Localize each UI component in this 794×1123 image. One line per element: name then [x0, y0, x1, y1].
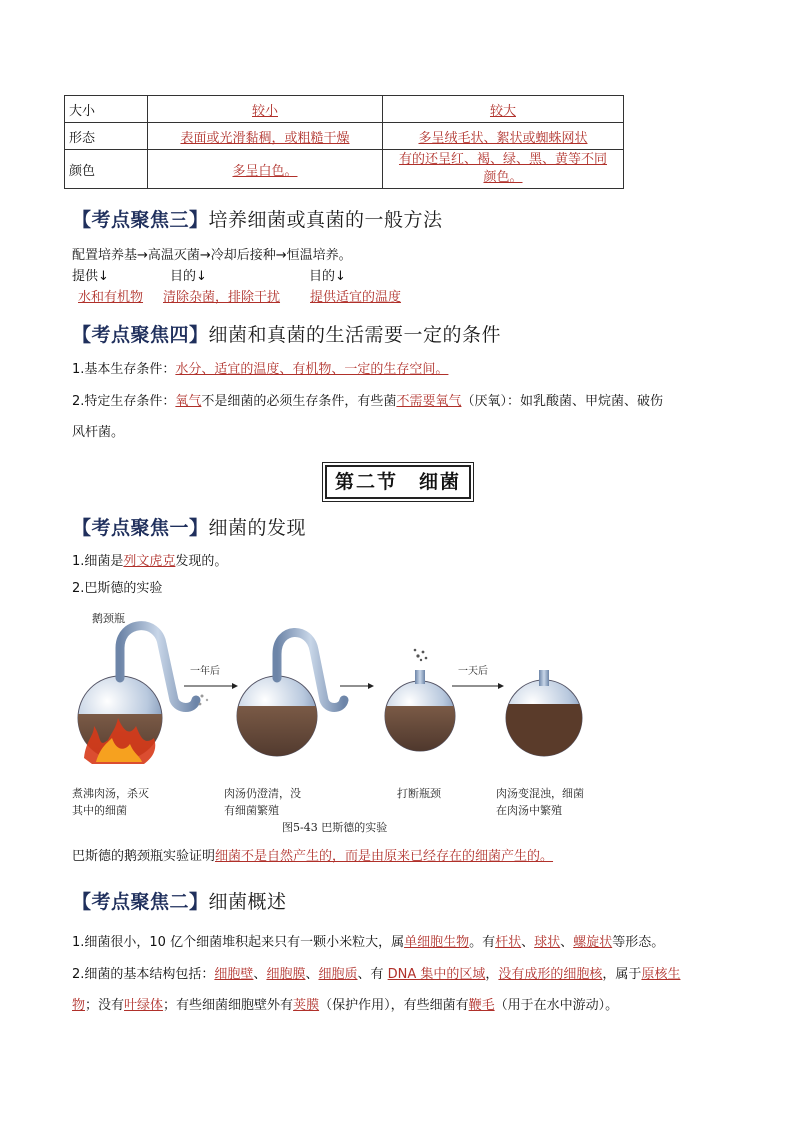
- item-text: （厌氧）：如乳酸菌、甲烷菌、破伤: [461, 394, 663, 409]
- answer: 叶绿体: [124, 998, 164, 1013]
- focus2-p2: [72, 959, 732, 1021]
- arrow-1: [184, 683, 238, 689]
- focus4-heading: [72, 320, 501, 347]
- focus3-title: 培养细菌或真菌的一般方法: [208, 209, 443, 231]
- answer: 物: [72, 998, 86, 1013]
- answer: 没有成形的细胞核: [498, 967, 603, 982]
- answer: 荚膜: [293, 998, 320, 1013]
- pasteur-conclusion: [72, 847, 553, 867]
- row-label: 形态: [65, 123, 148, 150]
- text: 、: [521, 935, 535, 950]
- text: 。有: [469, 935, 496, 950]
- text: 、: [305, 967, 319, 982]
- table-row: [65, 123, 624, 150]
- bacteria-cell: 较小: [251, 103, 278, 119]
- caption-line: 有细菌繁殖: [224, 804, 279, 817]
- arrow-label: 一年后: [190, 666, 220, 677]
- fungi-cell: 多呈绒毛状、絮状或蜘蛛网状: [418, 130, 588, 146]
- fungi-cell-line2: 颜色。: [483, 170, 523, 185]
- focus4-title: 细菌和真菌的生活需要一定的条件: [208, 324, 502, 346]
- item-answer: 水分、适宜的温度、有机物、一定的生存空间。: [175, 362, 449, 377]
- caption-line: 其中的细菌: [72, 804, 127, 817]
- flow-label-provide: 提供↓: [72, 269, 109, 284]
- focus2-p1: [72, 927, 732, 958]
- caption-line: 肉汤变混浊，细菌: [496, 787, 584, 800]
- text: 、有: [357, 967, 388, 982]
- arrow-3: [452, 683, 504, 689]
- caption-line: 肉汤仍澄清，没: [224, 787, 301, 800]
- item-answer: 氧气: [175, 394, 202, 409]
- item-text: 发现的。: [175, 554, 228, 569]
- figure-caption-4: [496, 785, 584, 819]
- fungi-cell: 较大: [489, 103, 516, 119]
- answer: 细胞质: [318, 967, 358, 982]
- text: 、: [253, 967, 267, 982]
- flask-label: 鹅颈瓶: [92, 612, 125, 625]
- text: ；有些细菌细胞壁外有: [163, 998, 294, 1013]
- pasteur-figure: [72, 608, 612, 840]
- caption-line: 在肉汤中繁殖: [496, 804, 562, 817]
- arrow-label: 一天后: [458, 666, 488, 677]
- figure-caption-3: 打断瓶颈: [397, 787, 441, 800]
- item-answer: 不需要氧气: [396, 394, 462, 409]
- flow-label-purpose: 目的↓: [309, 269, 346, 284]
- answer: 球状: [534, 935, 561, 950]
- focus2-heading: [72, 887, 287, 914]
- item-text: 风杆菌。: [72, 425, 125, 440]
- flask-2: [232, 632, 344, 766]
- item-prefix: 2.特定生存条件：: [72, 394, 176, 409]
- text: 等形态。: [612, 935, 665, 950]
- comparison-table: [64, 95, 624, 189]
- answer: 杆状: [495, 935, 522, 950]
- focus1-heading: [72, 513, 306, 540]
- flow-answer: 提供适宜的温度: [310, 290, 402, 305]
- arrow-2: [340, 683, 374, 689]
- text: 1.细菌很小，10 亿个细菌堆积起来只有一颗小米粒大，属: [72, 935, 405, 950]
- focus1-bracket: 【考点聚焦一】: [72, 517, 209, 539]
- focus4-bracket: 【考点聚焦四】: [72, 324, 209, 346]
- row-label: 大小: [65, 96, 148, 123]
- item-prefix: 1.基本生存条件：: [72, 362, 176, 377]
- caption-line: 煮沸肉汤，杀灭: [72, 787, 149, 800]
- focus4-item1: [72, 354, 732, 385]
- figure-caption-2: [224, 785, 301, 819]
- focus1-item2: 2.巴斯德的实验: [72, 581, 163, 596]
- bacteria-cell: 表面或光滑黏稠，或粗糙干燥: [180, 130, 350, 146]
- flask-3: [382, 649, 462, 756]
- answer: 细胞壁: [214, 967, 254, 982]
- text: 、: [560, 935, 574, 950]
- focus1-title: 细菌的发现: [208, 517, 307, 539]
- answer: 细胞膜: [266, 967, 306, 982]
- conclusion-prefix: 巴斯德的鹅颈瓶实验证明: [72, 849, 216, 864]
- item-prefix: 1.细菌是: [72, 554, 124, 569]
- item-text: 不是细菌的必须生存条件，有些菌: [201, 394, 397, 409]
- flow-answer: 清除杂菌，排除干扰: [163, 290, 281, 305]
- answer: 螺旋状: [573, 935, 613, 950]
- figure-title: 图5-43 巴斯德的实验: [282, 821, 388, 834]
- flask-4: [502, 670, 588, 764]
- item-answer: 列文虎克: [123, 554, 176, 569]
- fungi-cell-line1: 有的还呈红、褐、绿、黑、黄等不同: [398, 152, 607, 167]
- conclusion-answer: 细菌不是自然产生的，而是由原来已经存在的细菌产生的。: [215, 849, 554, 864]
- figure-caption-1: [72, 785, 149, 819]
- focus3-heading: [72, 205, 443, 232]
- flow-answer: 水和有机物: [78, 290, 144, 305]
- row-label: 颜色: [65, 150, 148, 189]
- text: ；没有: [85, 998, 125, 1013]
- answer: 单细胞生物: [404, 935, 470, 950]
- text: 2.细菌的基本结构包括：: [72, 967, 215, 982]
- answer: 鞭毛: [468, 998, 495, 1013]
- text: ，属于: [602, 967, 642, 982]
- bacteria-cell: 多呈白色。: [232, 163, 298, 179]
- focus1-item1: [72, 552, 227, 572]
- table-row: [65, 96, 624, 123]
- text: ，: [485, 967, 499, 982]
- focus2-bracket: 【考点聚焦二】: [72, 891, 209, 913]
- flow-label-purpose: 目的↓: [170, 269, 207, 284]
- focus2-title: 细菌概述: [208, 891, 287, 913]
- answer: 原核生: [641, 967, 681, 982]
- focus3-flow: 配置培养基→高温灭菌→冷却后接种→恒温培养。: [72, 248, 352, 263]
- text: （用于在水中游动）。: [494, 998, 619, 1013]
- flask-1: [72, 626, 196, 774]
- section-title: 第二节 细菌: [325, 465, 471, 499]
- table-row: [65, 150, 624, 189]
- focus4-item2: [72, 386, 732, 448]
- focus3-bracket: 【考点聚焦三】: [72, 209, 209, 231]
- answer: DNA 集中的区域: [387, 967, 486, 982]
- text: （保护作用），有些细菌有: [319, 998, 469, 1013]
